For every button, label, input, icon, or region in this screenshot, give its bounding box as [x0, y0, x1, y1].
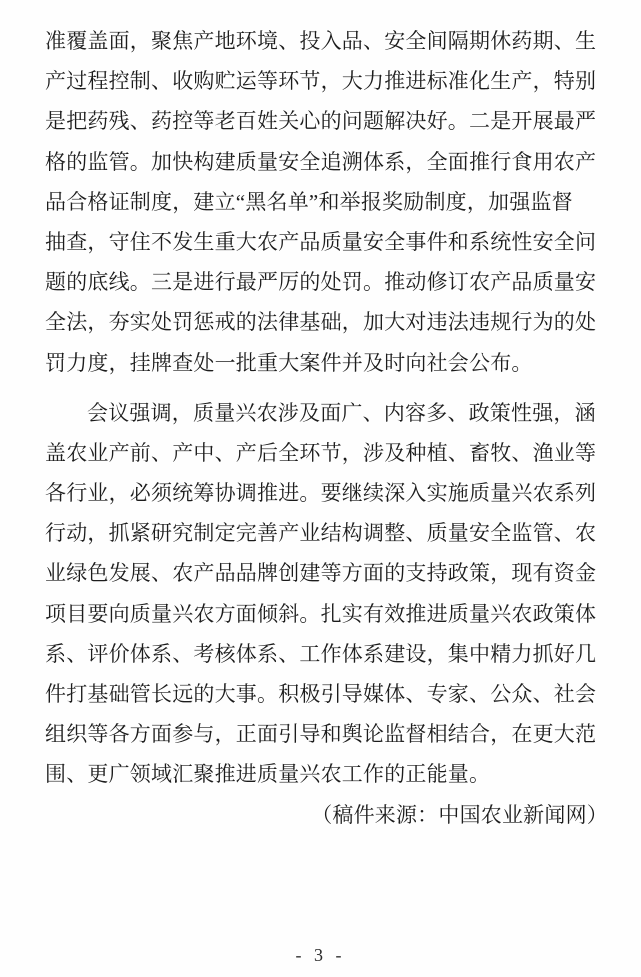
text-line: 全法，夯实处罚惩戒的法律基础，加大对违法违规行为的处 — [45, 310, 597, 335]
text-line: 格的监管。加快构建质量安全追溯体系，全面推行食用农产 — [45, 149, 597, 174]
text-line: 罚力度，挂牌查处一批重大案件并及时向社会公布。 — [45, 350, 533, 375]
page-number: - 3 - — [295, 945, 346, 965]
text-line: 盖农业产前、产中、产后全环节，涉及种植、畜牧、渔业等 — [45, 440, 597, 465]
text-line: 是把药残、药控等老百姓关心的问题解决好。二是开展最严 — [45, 109, 597, 134]
text-line: 各行业，必须统筹协调推进。要继续深入实施质量兴农系列 — [45, 481, 597, 506]
attribution-line: （稿件来源：中国农业新闻网） — [311, 802, 608, 827]
text-line: 产过程控制、收购贮运等环节，大力推进标准化生产，特别 — [45, 69, 597, 94]
text-line: 系、评价体系、考核体系、工作体系建设，集中精力抓好几 — [45, 641, 597, 666]
text-line: 业绿色发展、农产品品牌创建等方面的支持政策，现有资金 — [45, 561, 597, 586]
text-line: 准覆盖面，聚焦产地环境、投入品、安全间隔期休药期、生 — [45, 29, 597, 53]
document-body — [45, 21, 608, 835]
text-line: 品合格证制度，建立“黑名单”和举报奖励制度，加强监督 — [45, 189, 573, 214]
text-line: 围、更广领域汇聚推进质量兴农工作的正能量。 — [45, 762, 491, 787]
paragraph-start-line: 会议强调，质量兴农涉及面广、内容多、政策性强，涵 — [87, 400, 596, 425]
text-line: 件打基础管长远的大事。积极引导媒体、专家、公众、社会 — [45, 682, 597, 706]
text-line: 抽查，守住不发生重大农产品质量安全事件和系统性安全问 — [45, 229, 597, 254]
text-line: 行动，抓紧研究制定完善产业结构调整、质量安全监管、农 — [45, 521, 597, 546]
text-line: 题的底线。三是进行最严厉的处罚。推动修订农产品质量安 — [45, 270, 597, 295]
text-line: 项目要向质量兴农方面倾斜。扎实有效推进质量兴农政策体 — [45, 601, 597, 626]
text-line: 组织等各方面参与，正面引导和舆论监督相结合，在更大范 — [45, 722, 597, 747]
